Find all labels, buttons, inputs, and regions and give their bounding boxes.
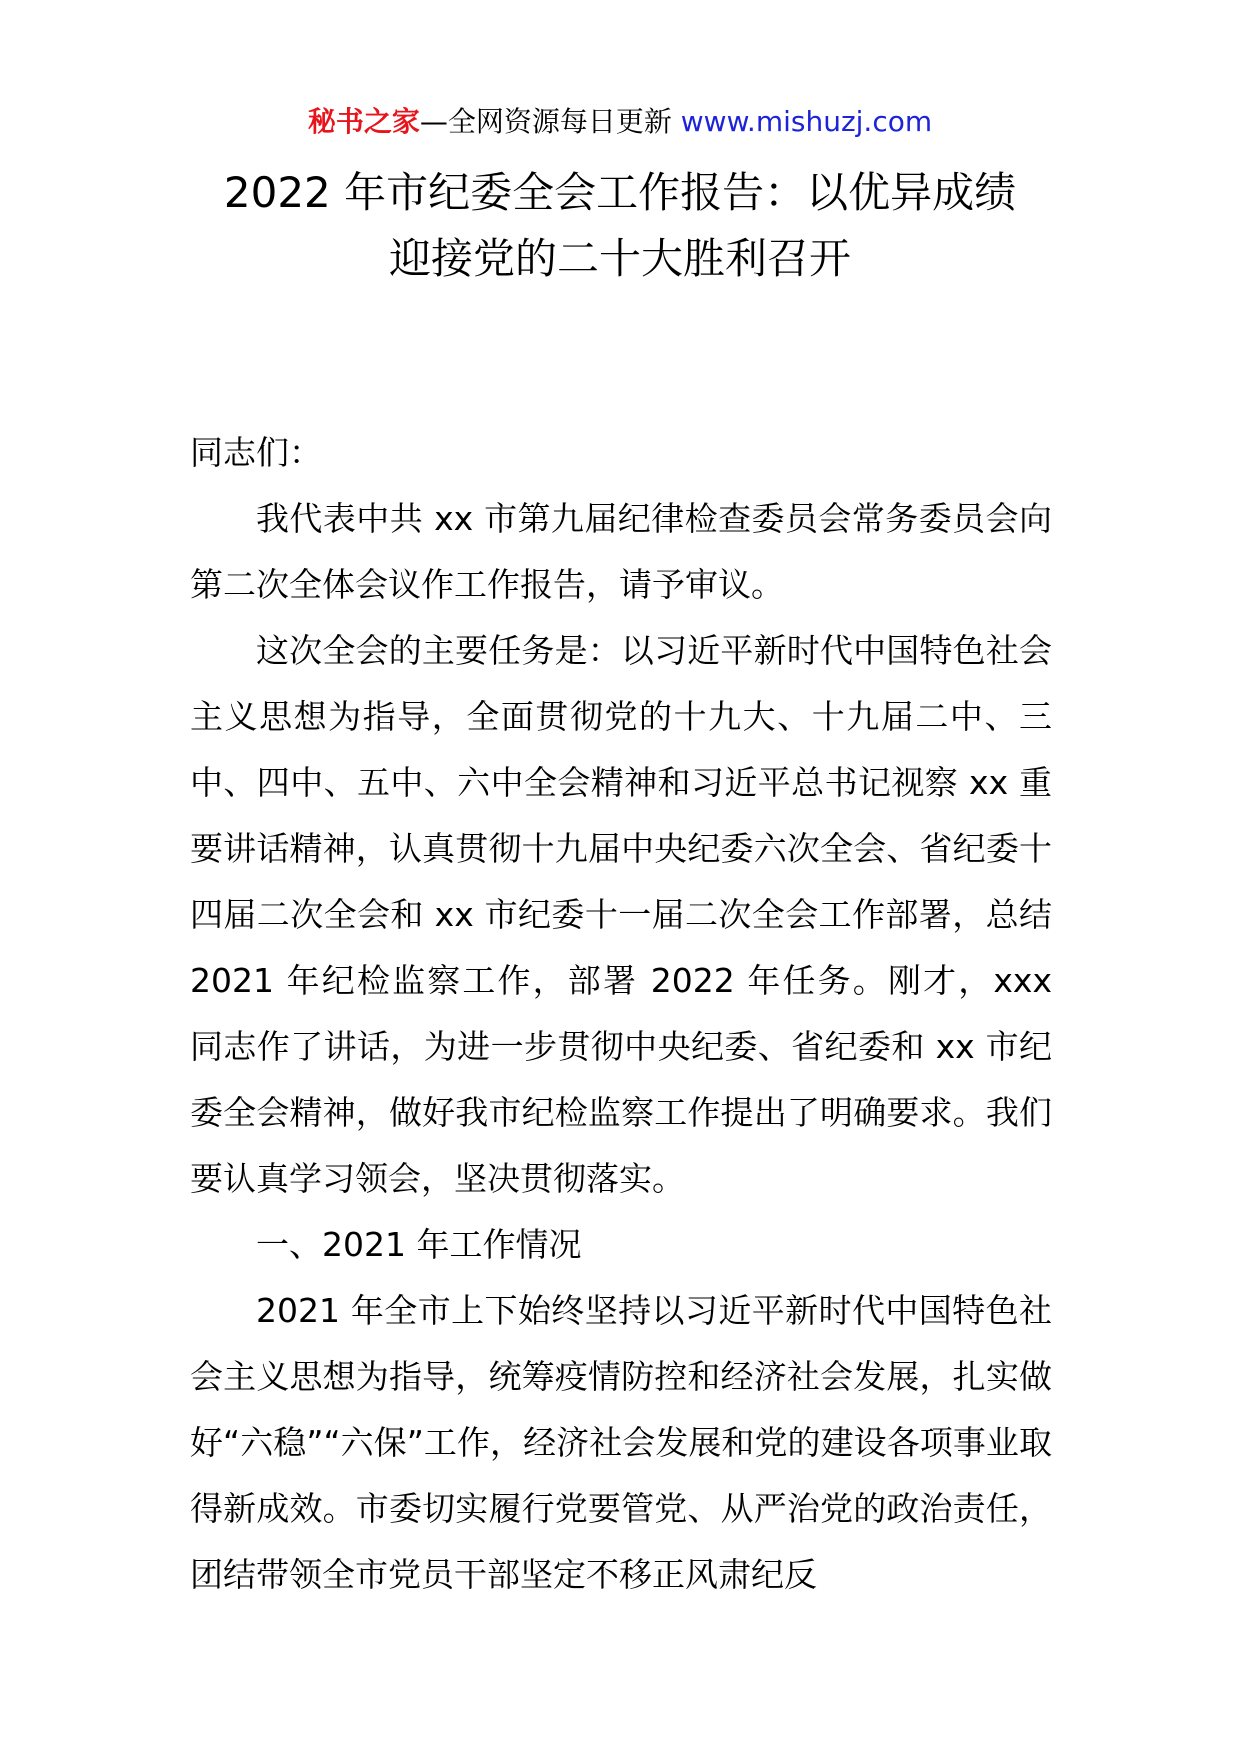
document-body	[190, 420, 1052, 1608]
paragraph: 我代表中共 xx 市第九届纪律检查委员会常务委员会向第二次全体会议作工作报告，请予审议。	[190, 499, 1052, 604]
paragraph: 这次全会的主要任务是：以习近平新时代中国特色社会主义思想为指导，全面贯彻党的十九大、十九届二中、三中、四中、五中、六中全会精神和习近平总书记视察 xx 重要讲话精神，认真贯彻十九届中央纪委六次全会、省纪委十四届二次全会和 xx 市纪委十一届二次全会工作部署，总结 2021 年纪检监察工作，部署 2022 年任务。刚才，xxx 同志作了讲话，为进一步贯彻中央纪委、省纪委和 xx 市纪委全会精神，做好我市纪检监察工作提出了明确要求。我们要认真学习领会，坚决贯彻落实。	[190, 631, 1052, 1198]
site-brand: 秘书之家	[307, 105, 420, 138]
title-line-2: 迎接党的二十大胜利召开	[388, 234, 851, 283]
paragraph: 2021 年全市上下始终坚持以习近平新时代中国特色社会主义思想为指导，统筹疫情防控和经济社会发展，扎实做好“六稳”“六保”工作，经济社会发展和党的建设各项事业取得新成效。市委切实履行党要管党、从严治党的政治责任，团结带领全市党员干部坚定不移正风肃纪反	[190, 1291, 1052, 1594]
document-title	[140, 160, 1100, 292]
salutation: 同志们：	[190, 433, 322, 472]
site-tagline: —全网资源每日更新	[419, 105, 681, 138]
section-heading: 一、2021 年工作情况	[256, 1225, 582, 1264]
title-line-1: 2022 年市纪委全会工作报告：以优异成绩	[223, 168, 1017, 217]
site-header	[0, 100, 1240, 144]
site-url-link[interactable]: www.mishuzj.com	[680, 105, 933, 138]
